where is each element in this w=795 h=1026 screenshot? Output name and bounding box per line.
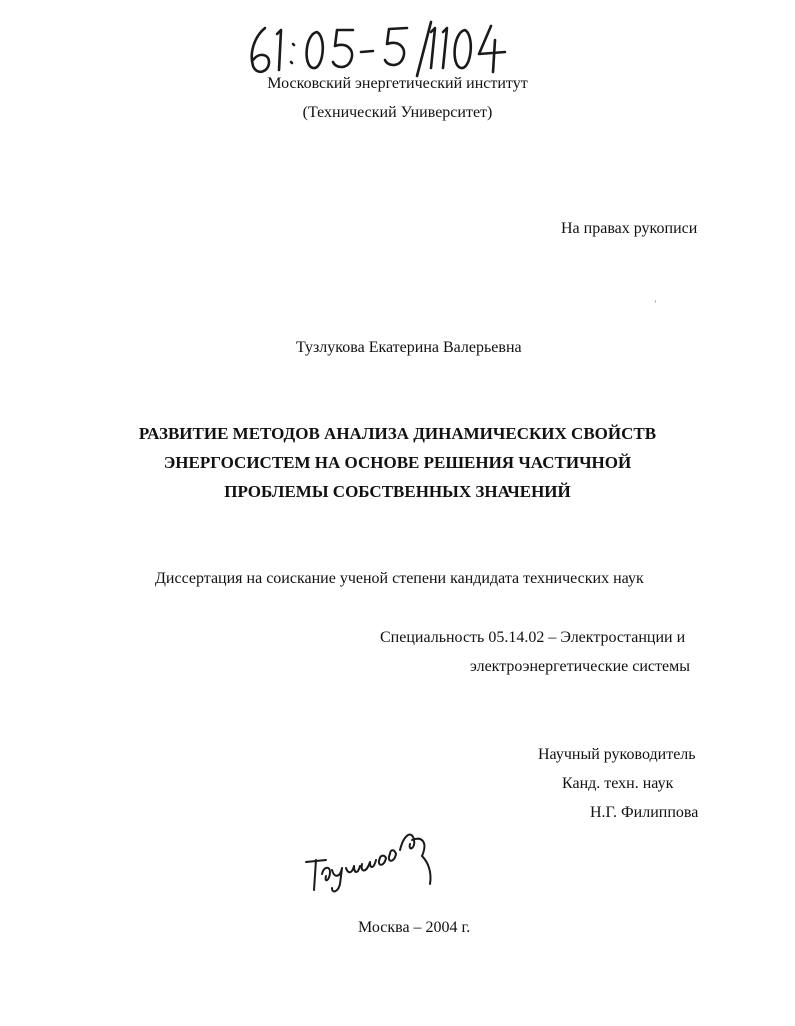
scan-speck: [655, 300, 656, 303]
degree-statement: Диссертация на соискание ученой степени кандидата технических наук: [155, 570, 644, 587]
place-and-year: Москва – 2004 г.: [358, 919, 471, 936]
handwritten-archive-code: [243, 18, 513, 80]
title-line-2: ЭНЕРГОСИСТЕМ НА ОСНОВЕ РЕШЕНИЯ ЧАСТИЧНОЙ: [163, 453, 632, 472]
specialty-line-2: электроэнергетические системы: [470, 658, 690, 675]
specialty-line-1: Специальность 05.14.02 – Электростанции и: [380, 629, 686, 646]
author-name: Тузлукова Екатерина Валерьевна: [296, 339, 522, 356]
title-line-3: ПРОБЛЕМЫ СОБСТВЕННЫХ ЗНАЧЕНИЙ: [224, 482, 571, 501]
advisor-name: Н.Г. Филиппова: [590, 804, 699, 821]
handwritten-code-drawing: [243, 18, 513, 80]
institute-subtitle: (Технический Университет): [302, 104, 493, 121]
advisor-degree: Канд. техн. наук: [562, 775, 674, 792]
signature-drawing: [300, 822, 450, 902]
institute-name: Московский энергетический институт: [267, 75, 528, 92]
rights-note: На правах рукописи: [561, 220, 698, 237]
title-line-1: РАЗВИТИЕ МЕТОДОВ АНАЛИЗА ДИНАМИЧЕСКИХ СВОЙСТВ: [138, 424, 657, 443]
author-signature: [300, 822, 450, 902]
advisor-role: Научный руководитель: [538, 746, 696, 763]
